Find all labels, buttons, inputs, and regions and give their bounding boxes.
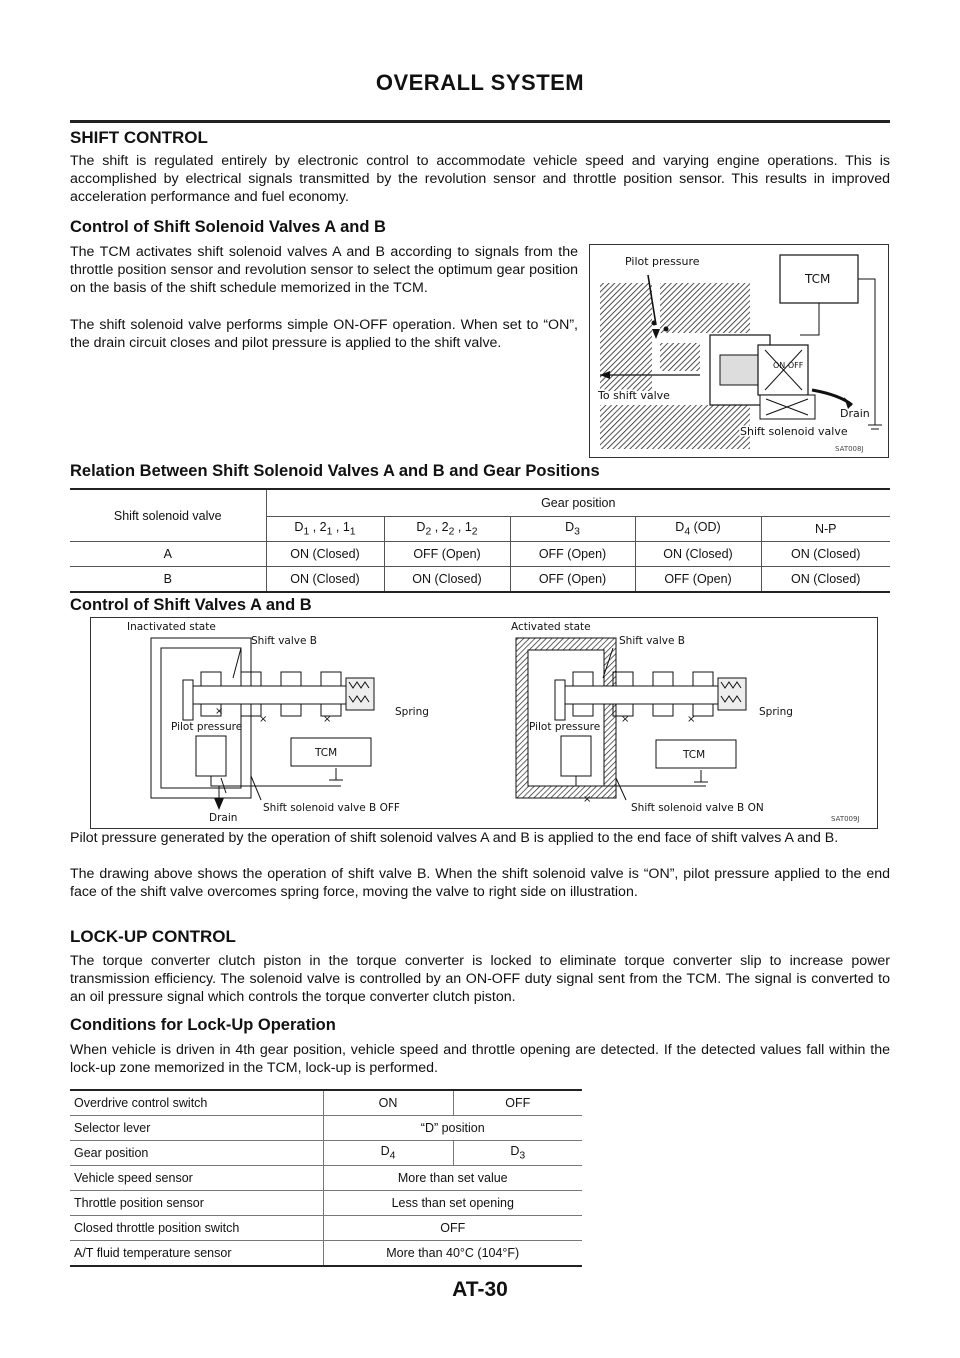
table-row xyxy=(70,1216,582,1241)
table-row xyxy=(70,1141,582,1166)
fig2-right-valve: Shift valve B xyxy=(619,635,685,647)
condition-label: Throttle position sensor xyxy=(70,1191,323,1216)
shift-valves-para-1: Pilot pressure generated by the operation of shift solenoid valves A and B is applied to the end face of shift valves A and B. xyxy=(70,830,839,846)
fig2-code: SAT009J xyxy=(831,815,860,823)
fig2-right-spring: Spring xyxy=(759,706,793,718)
svg-text:×: × xyxy=(621,714,630,725)
condition-value: Less than set opening xyxy=(323,1191,582,1216)
valve-label: B xyxy=(70,567,266,593)
fig1-to-shift-valve-label: To shift valve xyxy=(598,389,670,402)
fig2-right-tcm: TCM xyxy=(683,749,706,761)
fig2-left-spring: Spring xyxy=(395,706,429,718)
table-row xyxy=(70,567,890,593)
table-cell: ON (Closed) xyxy=(761,542,890,567)
fig2-left-tcm: TCM xyxy=(315,747,338,759)
fig1-code: SAT008J xyxy=(835,445,864,453)
fig1-drain-label: Drain xyxy=(840,407,870,420)
table-cell: ON (Closed) xyxy=(761,567,890,593)
fig2-left-pilot: Pilot pressure xyxy=(171,721,243,733)
table-cell: ON (Closed) xyxy=(266,567,384,593)
fig2-right-solenoid: Shift solenoid valve B ON xyxy=(631,802,764,814)
condition-value: $D_3$ xyxy=(453,1141,582,1166)
subheading-shift-valves: Control of Shift Valves A and B xyxy=(70,596,312,614)
header-gear-position: Gear position xyxy=(266,489,890,517)
shift-valves-para-2: The drawing above shows the operation of shift valve B. When the shift solenoid valve is “ON”, pilot pressure applied to the end face of the shift valve overcomes spring force, moving the valve to right side on illustration. xyxy=(70,866,890,900)
page-header-title: OVERALL SYSTEM xyxy=(375,70,585,95)
shift-control-intro: The shift is regulated entirely by electronic control to accommodate vehicle speed and varying engine operations. This is accomplished by electrical signals transmitted by the revolution sensor and throttle position sensor. This results in improved acceleration performance and fuel economy. xyxy=(70,153,890,205)
lockup-conditions-para: When vehicle is driven in 4th gear position, vehicle speed and throttle opening are detected. If the detected values fall within the lock-up zone memorized in the TCM, lock-up is performed. xyxy=(70,1042,890,1076)
condition-value: $D_4$ xyxy=(323,1141,453,1166)
condition-label: A/T fluid temperature sensor xyxy=(70,1241,323,1267)
table-cell: ON (Closed) xyxy=(266,542,384,567)
header-rule xyxy=(70,120,890,123)
condition-label: Vehicle speed sensor xyxy=(70,1166,323,1191)
table-cell: OFF (Open) xyxy=(510,542,635,567)
subheading-relation: Relation Between Shift Solenoid Valves A and B and Gear Positions xyxy=(70,462,600,480)
fig1-pilot-pressure-label: Pilot pressure xyxy=(625,255,700,268)
table-row xyxy=(70,542,890,567)
shift-valve-diagram xyxy=(91,618,877,828)
table-cell: OFF (Open) xyxy=(384,542,510,567)
svg-text:×: × xyxy=(259,714,268,725)
header-shift-solenoid-valve: Shift solenoid valve xyxy=(113,508,222,523)
gear-col-2: $D_2$ , $2_2$ , $1_2$ xyxy=(384,517,510,542)
subheading-solenoid-control: Control of Shift Solenoid Valves A and B xyxy=(70,218,386,236)
section-heading-shift-control: SHIFT CONTROL xyxy=(70,128,208,147)
table-cell: ON (Closed) xyxy=(384,567,510,593)
lockup-conditions-table xyxy=(70,1089,582,1267)
subheading-lockup-conditions: Conditions for Lock-Up Operation xyxy=(70,1016,336,1034)
section-heading-lockup: LOCK-UP CONTROL xyxy=(70,927,236,946)
condition-label: Overdrive control switch xyxy=(74,1096,208,1110)
condition-value: “D” position xyxy=(323,1116,582,1141)
lockup-para: The torque converter clutch piston in the torque converter is locked to eliminate torque converter slip to increase power transmission efficiency. The solenoid valve is controlled by an ON-OFF duty signal sent from the TCM. The signal is converted to an oil pressure signal which controls the torque converter clutch piston. xyxy=(70,953,890,1005)
table-row xyxy=(70,1241,582,1267)
valve-label: A xyxy=(70,542,266,567)
solenoid-para-2: The shift solenoid valve performs simple ON-OFF operation. When set to “ON”, the drain circuit closes and pilot pressure is applied to the shift valve. xyxy=(70,317,578,351)
condition-label: Selector lever xyxy=(70,1116,323,1141)
fig2-left-drain: Drain xyxy=(209,812,238,824)
gear-col-5: N-P xyxy=(761,517,890,542)
fig2-left-state: Inactivated state xyxy=(127,621,216,633)
fig2-right-pilot: Pilot pressure xyxy=(529,721,601,733)
condition-value: OFF xyxy=(323,1216,582,1241)
svg-text:×: × xyxy=(323,714,332,725)
condition-value: More than 40°C (104°F) xyxy=(323,1241,582,1267)
gear-col-1: $D_1$ , $2_1$ , $1_1$ xyxy=(266,517,384,542)
table-row xyxy=(70,1166,582,1191)
gear-col-3: $D_3$ xyxy=(510,517,635,542)
condition-value: More than set value xyxy=(323,1166,582,1191)
table-cell: OFF (Open) xyxy=(510,567,635,593)
fig1-tcm-label: TCM xyxy=(805,272,831,286)
svg-text:×: × xyxy=(583,794,592,805)
fig2-left-valve: Shift valve B xyxy=(251,635,317,647)
table-cell: ON (Closed) xyxy=(635,542,761,567)
svg-text:×: × xyxy=(687,714,696,725)
gear-col-4: $D_4$ (OD) xyxy=(635,517,761,542)
table-row xyxy=(70,1116,582,1141)
figure-shift-solenoid-valve xyxy=(589,244,889,458)
condition-label: Closed throttle position switch xyxy=(70,1216,323,1241)
svg-text:×: × xyxy=(215,706,224,717)
condition-value: OFF xyxy=(453,1090,582,1116)
fig1-on-off-label: ON OFF xyxy=(773,361,804,370)
table-cell: OFF (Open) xyxy=(635,567,761,593)
table-row xyxy=(70,1191,582,1216)
condition-label: Gear position xyxy=(70,1141,323,1166)
fig2-left-solenoid: Shift solenoid valve B OFF xyxy=(263,802,400,814)
fig2-right-state: Activated state xyxy=(511,621,591,633)
shift-solenoid-diagram xyxy=(590,245,888,457)
fig1-solenoid-label: Shift solenoid valve xyxy=(740,425,848,438)
figure-shift-valve-b xyxy=(90,617,878,829)
page-number: AT-30 xyxy=(452,1278,508,1301)
solenoid-para-1: The TCM activates shift solenoid valves A and B according to signals from the throttle position sensor and revolution sensor to select the optimum gear position on the basis of the shift schedule memorized in the TCM. xyxy=(70,244,578,296)
condition-value: ON xyxy=(323,1090,453,1116)
table-row xyxy=(70,1090,582,1116)
gear-relation-table xyxy=(70,488,890,593)
